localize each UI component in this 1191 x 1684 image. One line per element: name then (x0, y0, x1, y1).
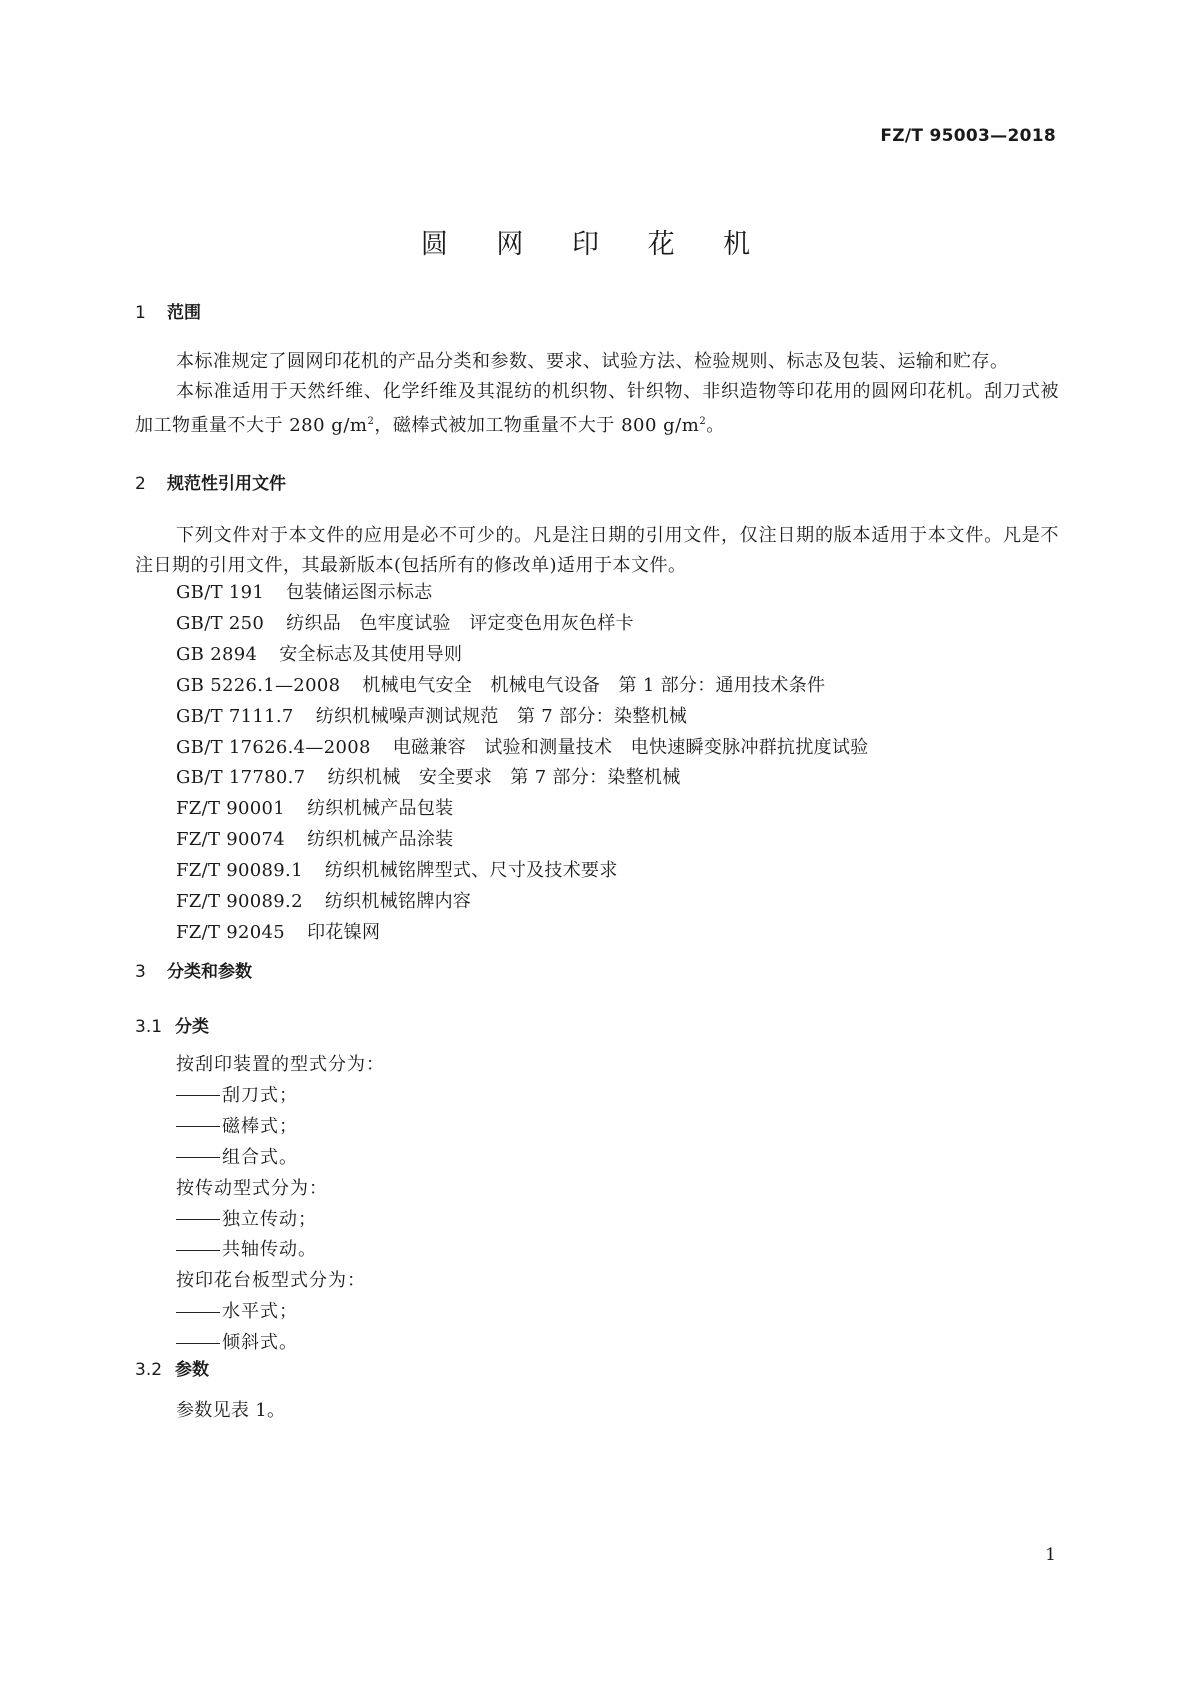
reference-row (176, 640, 869, 671)
reference-code: FZ/T 92045 (176, 921, 286, 943)
references-intro (135, 521, 1059, 581)
reference-title: 纺织机械 安全要求 第 7 部分：染整机械 (327, 767, 681, 789)
reference-row (176, 671, 869, 702)
subsection-number: 3.1 (135, 1017, 163, 1037)
reference-code: GB/T 191 (176, 582, 265, 603)
reference-row (176, 918, 869, 949)
classification-group-label: 按刮印装置的型式分为： (176, 1054, 385, 1075)
subsection-title: 分类 (175, 1017, 209, 1037)
standard-number: FZ/T 95003—2018 (880, 126, 1056, 146)
section-title: 分类和参数 (167, 962, 252, 982)
classification-item (176, 1205, 385, 1236)
reference-code: FZ/T 90001 (176, 798, 286, 820)
reference-code: FZ/T 90089.1 (176, 860, 303, 882)
reference-title: 机械电气安全 机械电气设备 第 1 部分：通用技术条件 (362, 674, 826, 696)
page-number: 1 (1045, 1545, 1056, 1565)
reference-code: GB 2894 (176, 643, 258, 665)
dash-marker (176, 1219, 220, 1220)
classification-item (176, 1081, 385, 1112)
superscript: 2 (699, 416, 707, 427)
reference-row (176, 702, 869, 733)
dash-marker (176, 1126, 220, 1127)
dash-marker (176, 1343, 220, 1344)
text-run: ，磁棒式被加工物重量不大于 800 g/m (374, 415, 700, 436)
section-heading-scope (135, 298, 201, 323)
paragraph (135, 377, 1059, 441)
text-run: 。 (706, 415, 725, 436)
reference-row (176, 609, 869, 640)
text-run: 本标准适用于天然纤维、化学纤维及其混纺的机织物、针织物、非织造物等印花用的圆网印花机。刮刀式被加工物重量不大于 280 g/m (135, 381, 1059, 436)
section-title: 规范性引用文件 (167, 474, 286, 494)
paragraph: 下列文件对于本文件的应用是必不可少的。凡是注日期的引用文件，仅注日期的版本适用于本文件。凡是不注日期的引用文件，其最新版本(包括所有的修改单)适用于本文件。 (135, 525, 1059, 576)
reference-code: GB/T 17626.4—2008 (176, 736, 371, 758)
classification-list (176, 1050, 385, 1359)
classification-item (176, 1112, 385, 1143)
classification-item-text: 倾斜式。 (222, 1332, 298, 1354)
classification-item (176, 1297, 385, 1328)
reference-code: GB/T 250 (176, 612, 265, 634)
subsection-heading-parameters (135, 1355, 209, 1380)
reference-title: 印花镍网 (307, 921, 381, 943)
reference-row (176, 733, 869, 764)
classification-item (176, 1235, 385, 1266)
reference-row (176, 763, 869, 794)
classification-item-text: 独立传动； (222, 1208, 317, 1230)
reference-title: 纺织机械产品涂装 (307, 829, 454, 851)
section-number: 2 (135, 474, 146, 494)
section-number: 3 (135, 962, 146, 982)
reference-row (176, 794, 869, 825)
subsection-title: 参数 (175, 1360, 209, 1380)
section-scope (135, 347, 1059, 441)
reference-row (176, 578, 869, 609)
reference-title: 包装储运图示标志 (286, 582, 433, 603)
reference-row (176, 856, 869, 887)
reference-title: 纺织品 色牢度试验 评定变色用灰色样卡 (286, 612, 634, 634)
reference-title: 纺织机械产品包装 (307, 798, 454, 820)
reference-title: 电磁兼容 试验和测量技术 电快速瞬变脉冲群抗扰度试验 (392, 736, 869, 758)
reference-title: 纺织机械铭牌型式、尺寸及技术要求 (324, 860, 618, 882)
paragraph: 本标准规定了圆网印花机的产品分类和参数、要求、试验方法、检验规则、标志及包装、运输和贮存。 (176, 351, 1009, 372)
reference-code: GB/T 17780.7 (176, 767, 306, 789)
section-heading-references (135, 469, 286, 494)
section-title: 范围 (167, 303, 201, 323)
reference-row (176, 887, 869, 918)
classification-item (176, 1143, 385, 1174)
reference-title: 纺织机械铭牌内容 (324, 891, 472, 913)
dash-marker (176, 1157, 220, 1158)
reference-title: 纺织机械噪声测试规范 第 7 部分：染整机械 (315, 705, 688, 727)
classification-item-text: 磁棒式； (222, 1115, 298, 1137)
classification-group-label: 按传动型式分为： (176, 1177, 328, 1199)
normative-references-list (176, 578, 869, 949)
subsection-heading-classification (135, 1012, 209, 1037)
reference-title: 安全标志及其使用导则 (279, 643, 463, 665)
parameters-text: 参数见表 1。 (176, 1400, 286, 1421)
classification-item-text: 水平式； (222, 1301, 298, 1323)
section-number: 1 (135, 303, 146, 323)
reference-code: GB/T 7111.7 (176, 705, 294, 727)
classification-group-label: 按印花台板型式分为： (176, 1270, 366, 1292)
document-title: 圆 网 印 花 机 (420, 229, 771, 260)
reference-code: FZ/T 90074 (176, 829, 286, 851)
reference-row (176, 825, 869, 856)
classification-item-text: 共轴传动。 (222, 1239, 317, 1261)
dash-marker (176, 1095, 220, 1096)
dash-marker (176, 1312, 220, 1313)
section-heading-classification-parameters (135, 957, 252, 982)
reference-code: GB 5226.1—2008 (176, 674, 341, 696)
classification-item-text: 刮刀式； (222, 1084, 298, 1106)
reference-code: FZ/T 90089.2 (176, 891, 303, 913)
classification-item-text: 组合式。 (222, 1146, 298, 1168)
subsection-number: 3.2 (135, 1360, 163, 1380)
dash-marker (176, 1250, 220, 1251)
superscript: 2 (367, 416, 375, 427)
